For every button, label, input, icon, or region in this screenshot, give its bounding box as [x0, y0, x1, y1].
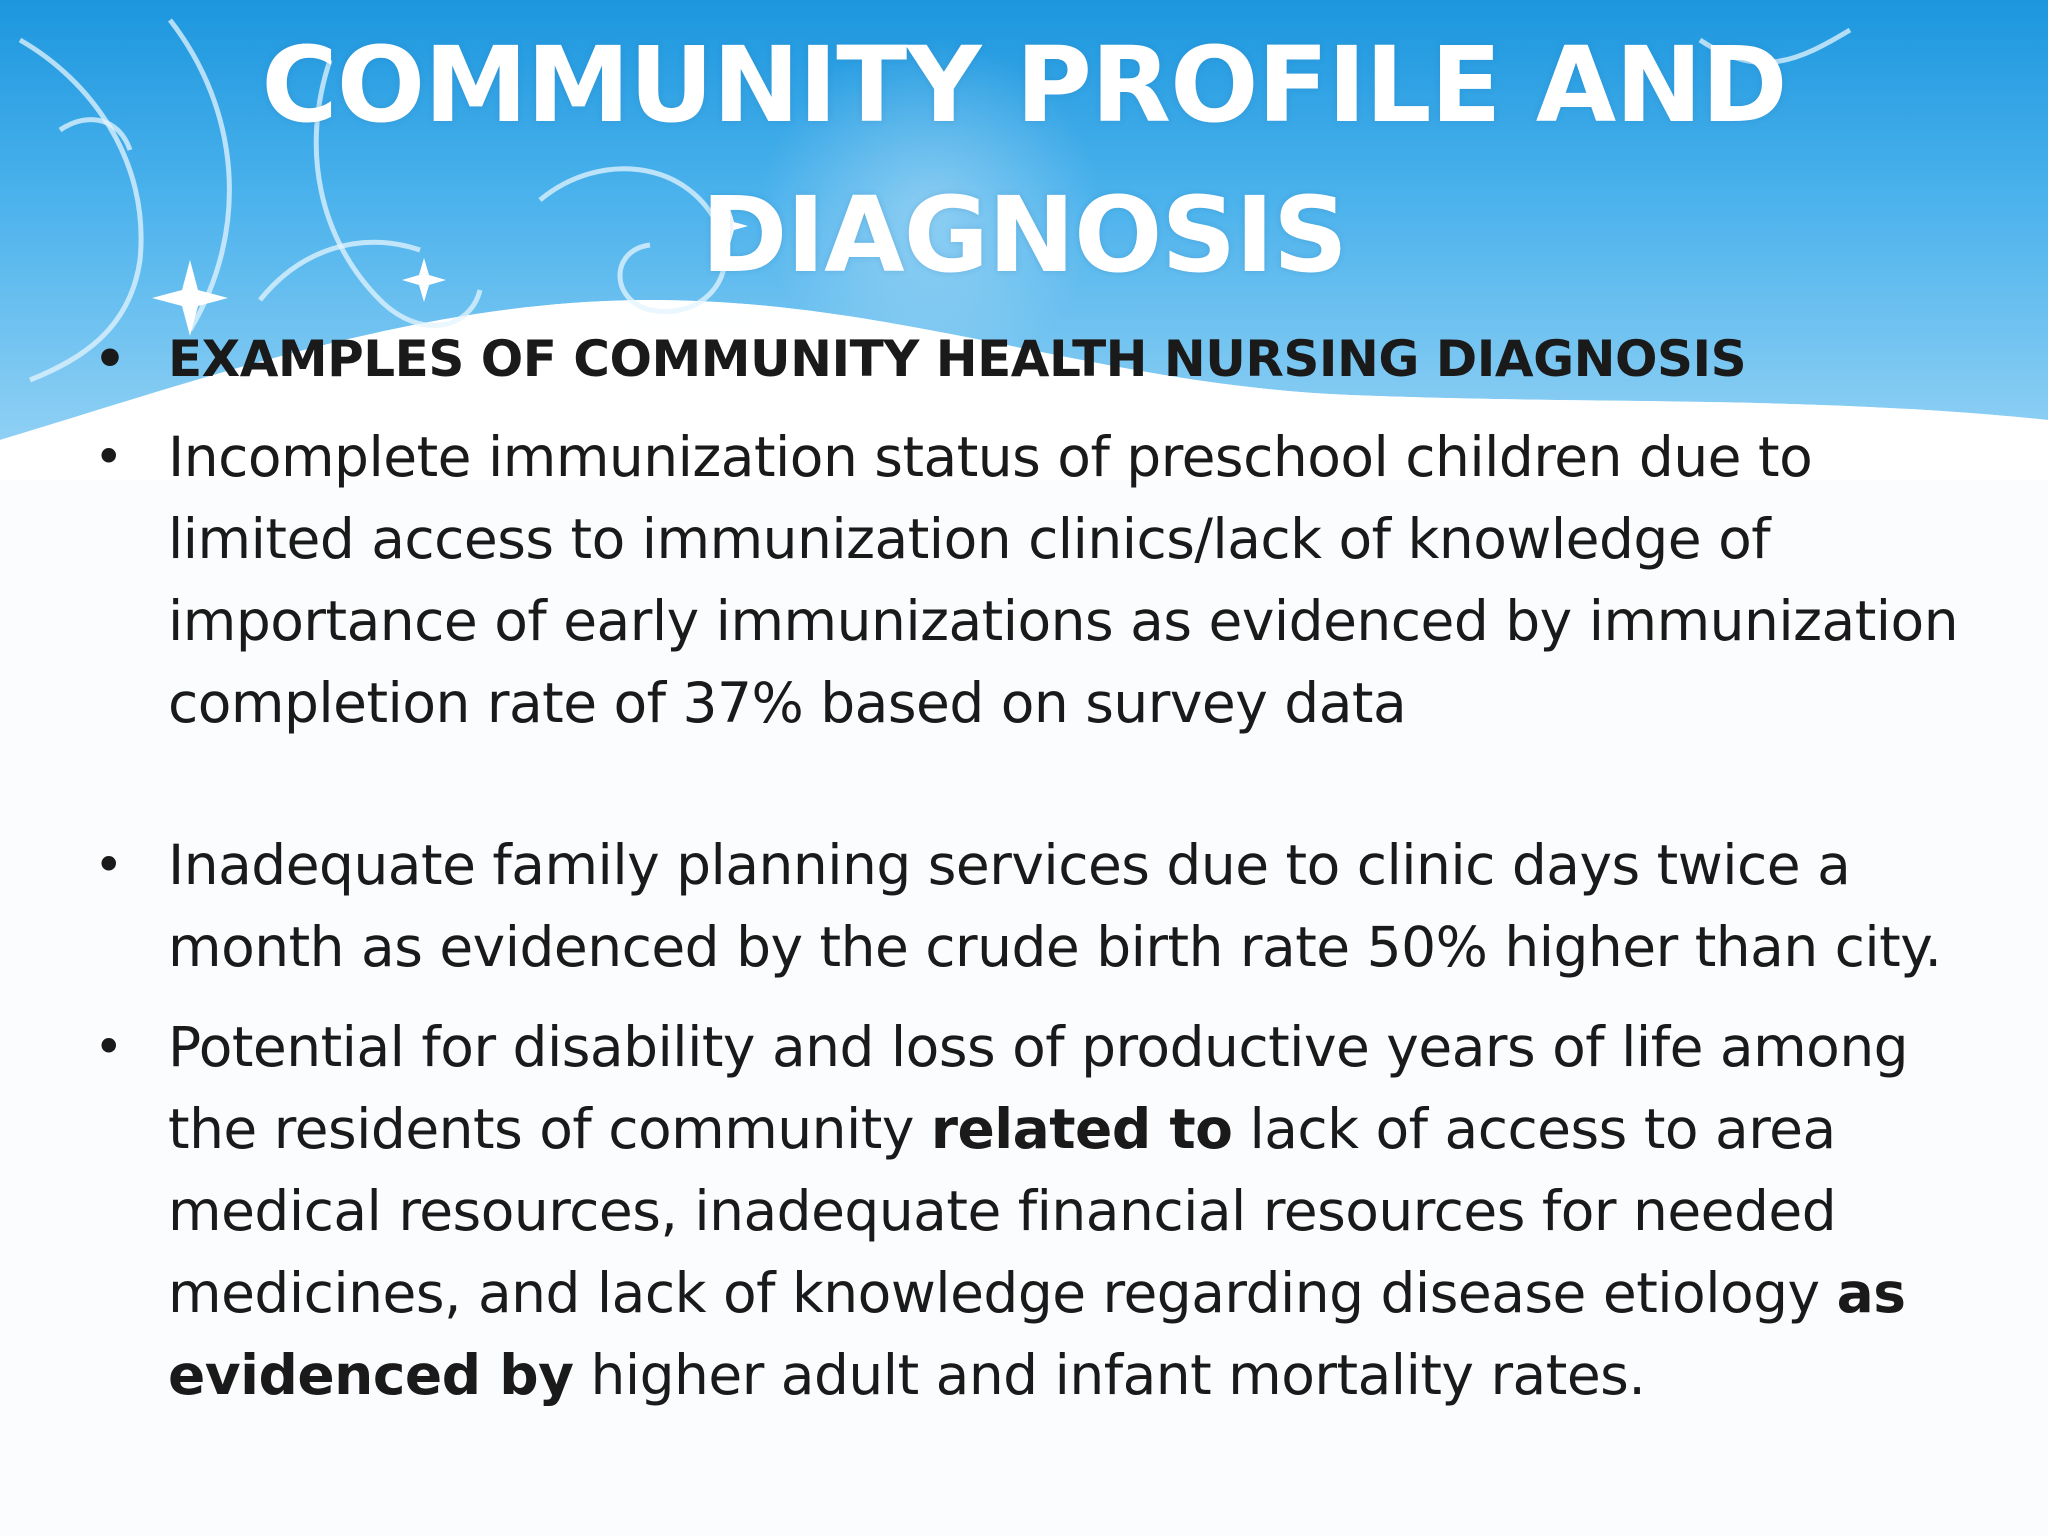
slide-title — [0, 10, 2048, 310]
bullet-icon: • — [94, 1018, 123, 1076]
bullet-text — [168, 1015, 1908, 1407]
bullet-text-part: lack of access to area medical resources, inadequate financial resources for needed medicines, and lack of knowledge regarding disease etiology — [168, 1097, 1837, 1325]
bullet-icon: • — [94, 428, 123, 486]
bullet-text: Inadequate family planning services due to clinic days twice a month as evidenced by the crude birth rate 50% higher than city. — [168, 833, 1942, 979]
bullet-text: Incomplete immunization status of preschool children due to limited access to immunization clinics/lack of knowledge of importance of early immunizations as evidenced by immunization completion rate of 37% based on survey data — [168, 425, 1959, 735]
bullet-icon: • — [94, 330, 126, 388]
title-line-2: DIAGNOSIS — [701, 174, 1347, 296]
bullet-item — [86, 824, 2006, 988]
bullet-icon: • — [94, 836, 123, 894]
title-line-1: COMMUNITY PROFILE AND — [261, 24, 1787, 146]
bullet-text-part: higher adult and infant mortality rates. — [573, 1343, 1646, 1407]
bold-phrase: related to — [930, 1097, 1233, 1161]
bullet-text: EXAMPLES OF COMMUNITY HEALTH NURSING DIAGNOSIS — [168, 330, 1747, 388]
bullet-heading — [86, 318, 2006, 400]
bullet-item — [86, 416, 2006, 744]
bullet-text-part: Potential for disability and loss of productive years of life among the residents of community — [168, 1015, 1909, 1161]
bullet-item — [86, 1006, 2006, 1416]
bold-phrase: as evidenced by — [168, 1261, 1906, 1407]
bullet-list — [86, 318, 2006, 1416]
